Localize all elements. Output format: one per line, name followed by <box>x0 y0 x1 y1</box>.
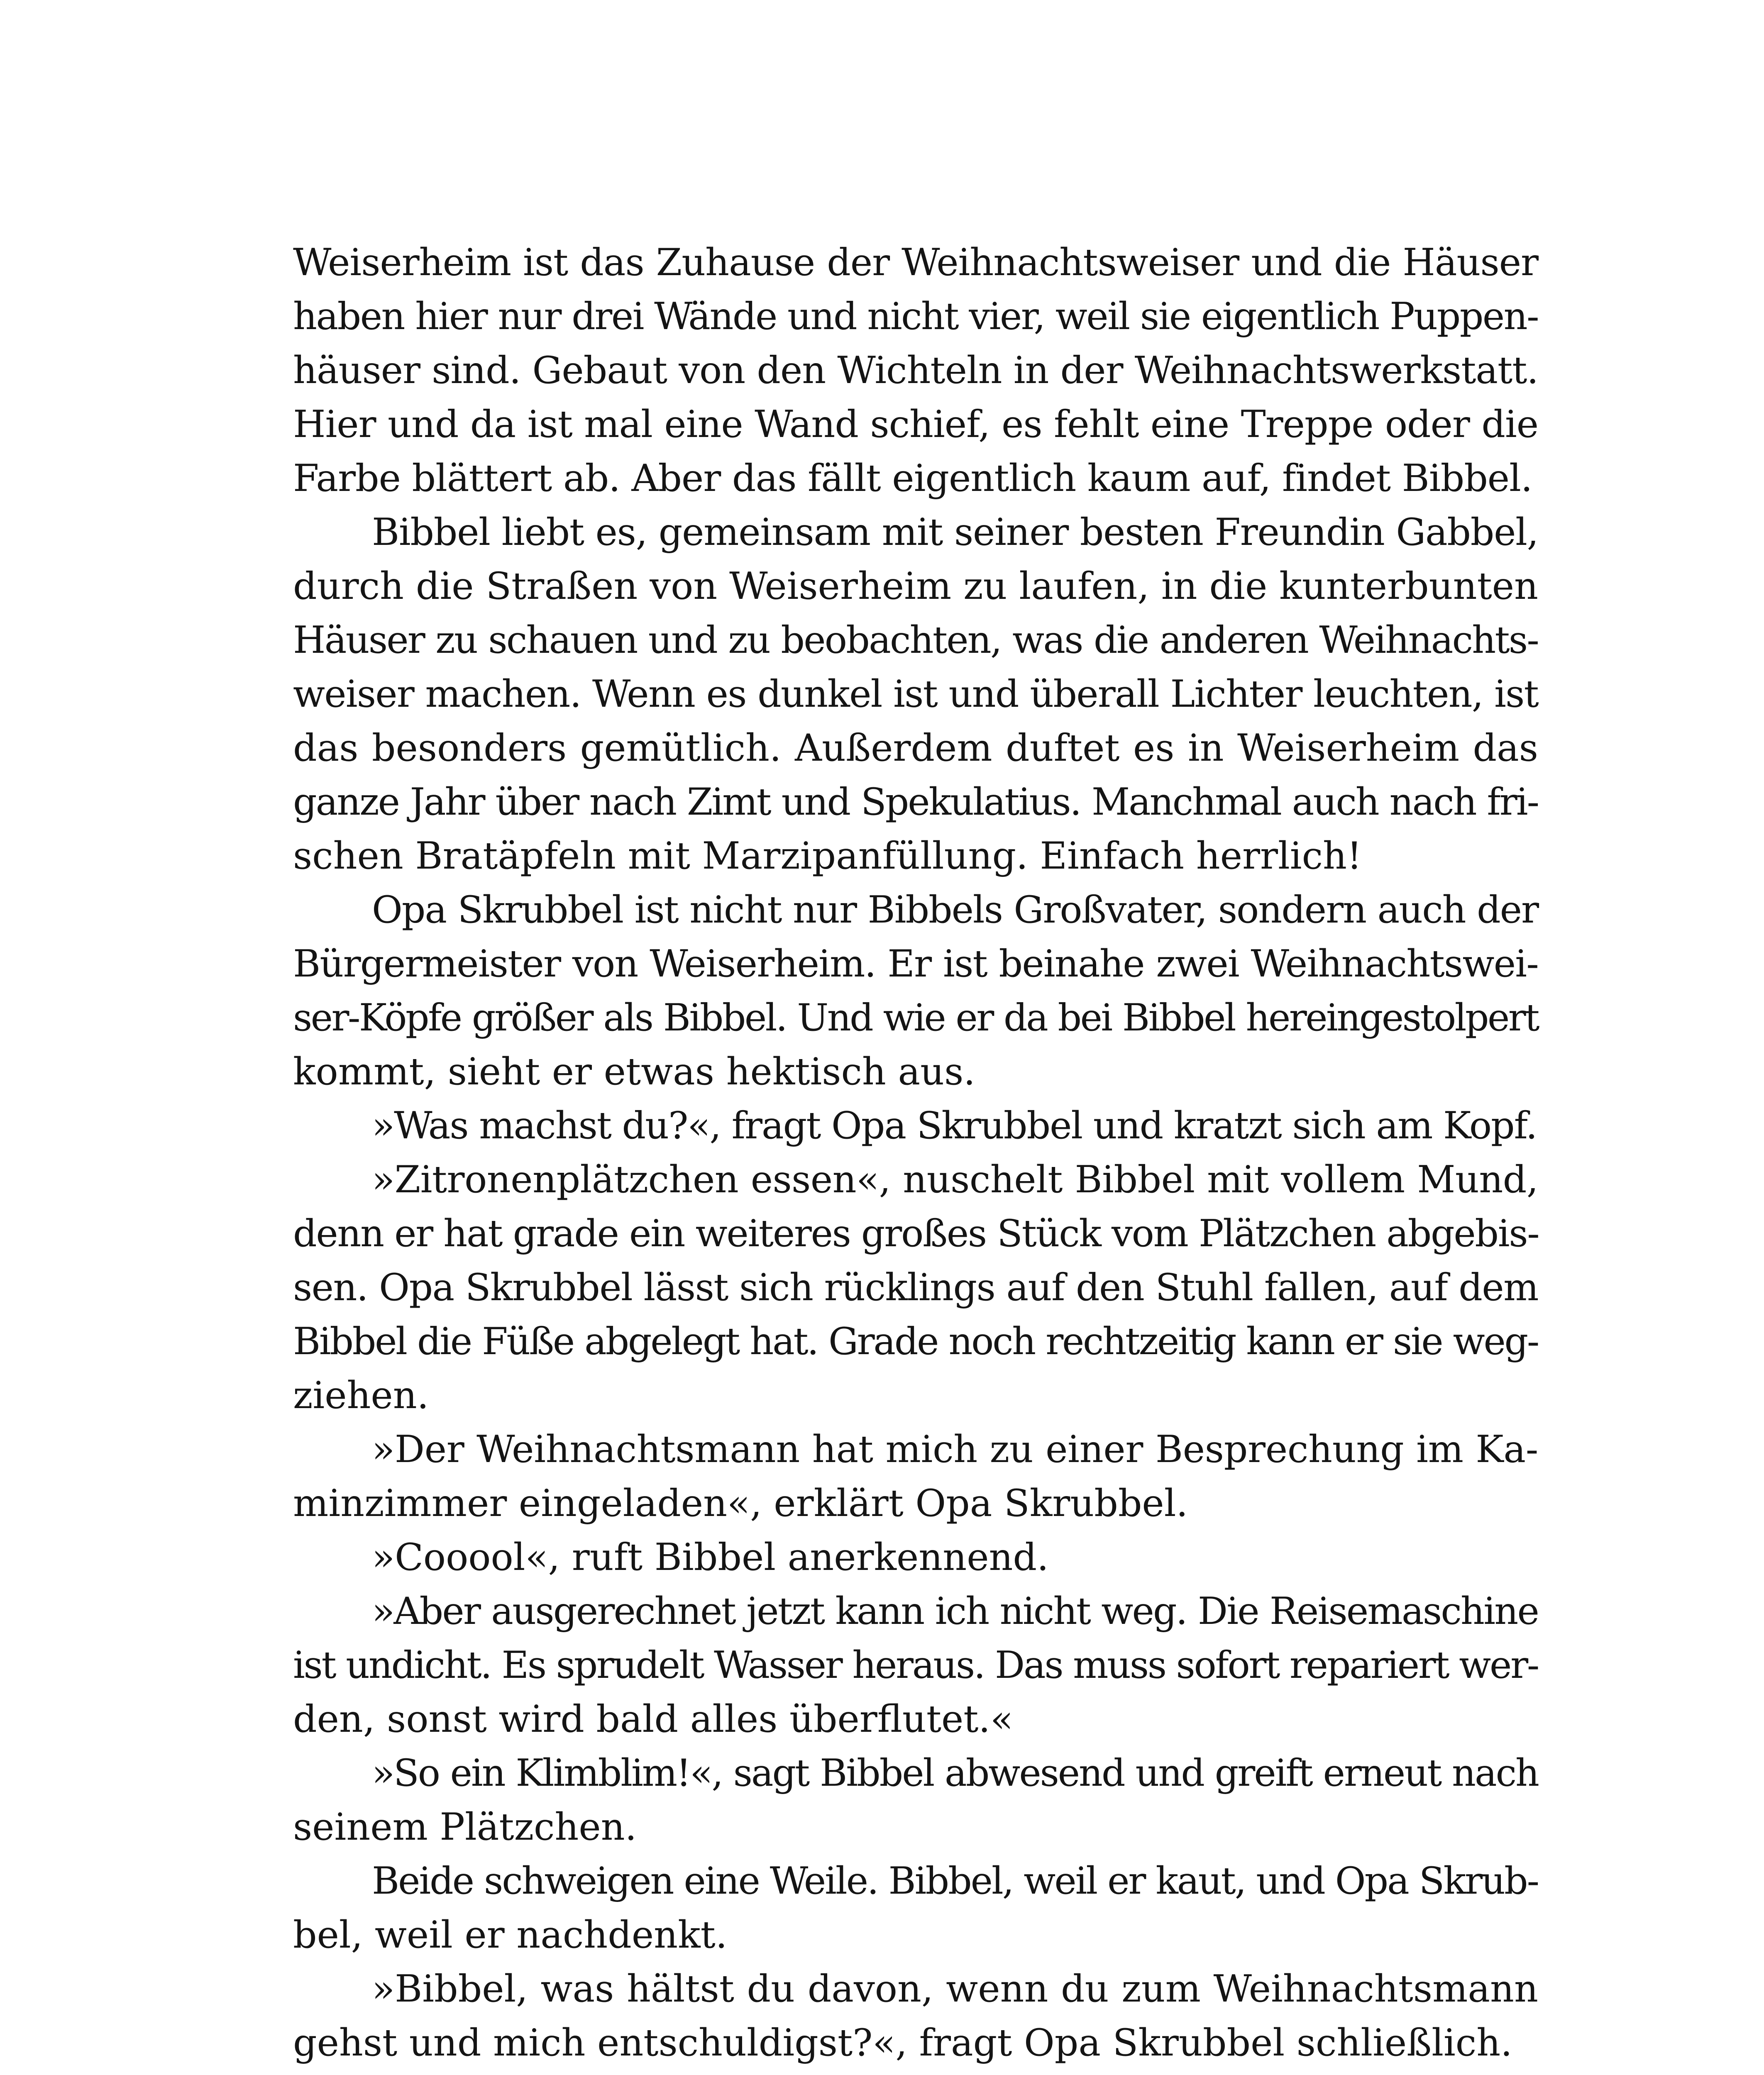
text-line: denn er hat grade ein weiteres großes Stück vom Plätzchen abgebis- <box>293 1212 1539 1255</box>
text-line: gehst und mich entschuldigst?«, fragt Opa Skrubbel schließlich. <box>293 2021 1512 2065</box>
text-line: weiser machen. Wenn es dunkel ist und überall Lichter leuchten, ist <box>293 672 1538 716</box>
text-line: ist undicht. Es sprudelt Wasser heraus. Das muss sofort repariert wer- <box>293 1643 1538 1687</box>
text-line: Farbe blättert ab. Aber das fällt eigentlich kaum auf, findet Bibbel. <box>293 456 1532 500</box>
text-line: »Cooool«, ruft Bibbel anerkennend. <box>372 1536 1049 1579</box>
text-line: »Aber ausgerechnet jetzt kann ich nicht weg. Die Reisemaschine <box>372 1589 1538 1633</box>
text-line: durch die Straßen von Weiserheim zu laufen, in die kunterbunten <box>293 564 1538 608</box>
text-line: Bibbel die Füße abgelegt hat. Grade noch rechtzeitig kann er sie weg- <box>293 1320 1538 1363</box>
text-line: »Zitronenplätzchen essen«, nuschelt Bibbel mit vollem Mund, <box>372 1158 1538 1201</box>
text-line: Häuser zu schauen und zu beobachten, was die anderen Weihnachts- <box>293 618 1538 662</box>
text-line: Opa Skrubbel ist nicht nur Bibbels Großvater, sondern auch der <box>372 888 1538 932</box>
text-line: das besonders gemütlich. Außerdem duftet es in Weiserheim das <box>293 726 1538 770</box>
text-line: Beide schweigen eine Weile. Bibbel, weil er kaut, und Opa Skrub- <box>372 1859 1538 1903</box>
text-line: seinem Plätzchen. <box>293 1805 637 1849</box>
text-line: »Bibbel, was hältst du davon, wenn du zum Weihnachtsmann <box>372 1967 1538 2011</box>
body-text <box>293 236 1538 2075</box>
text-line: »Der Weihnachtsmann hat mich zu einer Besprechung im Ka- <box>372 1428 1538 1471</box>
text-line: Hier und da ist mal eine Wand schief, es fehlt eine Treppe oder die <box>293 403 1538 446</box>
text-line: häuser sind. Gebaut von den Wichteln in der Weihnachtswerkstatt. <box>293 349 1538 392</box>
text-line: den, sonst wird bald alles überflutet.« <box>293 1697 1014 1741</box>
text-line: Bibbel liebt es, gemeinsam mit seiner besten Freundin Gabbel, <box>372 510 1538 554</box>
text-line: sen. Opa Skrubbel lässt sich rücklings auf den Stuhl fallen, auf dem <box>293 1266 1538 1309</box>
text-line: Weiserheim ist das Zuhause der Weihnachtsweiser und die Häuser <box>293 241 1538 284</box>
text-line: schen Bratäpfeln mit Marzipanfüllung. Einfach herrlich! <box>293 834 1362 878</box>
text-line: Bürgermeister von Weiserheim. Er ist beinahe zwei Weihnachtswei- <box>293 942 1538 986</box>
text-line: minzimmer eingeladen«, erklärt Opa Skrubbel. <box>293 1482 1188 1525</box>
text-line: bel, weil er nachdenkt. <box>293 1913 728 1957</box>
text-line: haben hier nur drei Wände und nicht vier, weil sie eigentlich Puppen- <box>293 295 1538 338</box>
text-line: kommt, sieht er etwas hektisch aus. <box>293 1050 975 1094</box>
text-line: »Was machst du?«, fragt Opa Skrubbel und kratzt sich am Kopf. <box>372 1104 1537 1147</box>
text-line: ziehen. <box>293 1374 429 1417</box>
text-line <box>293 2070 1538 2075</box>
text-line: ganze Jahr über nach Zimt und Spekulatius. Manchmal auch nach fri- <box>293 780 1538 824</box>
text-line: »So ein Klimblim!«, sagt Bibbel abwesend und greift erneut nach <box>372 1751 1538 1795</box>
text-line: ser-Köpfe größer als Bibbel. Und wie er da bei Bibbel hereingestolpert <box>293 996 1538 1040</box>
